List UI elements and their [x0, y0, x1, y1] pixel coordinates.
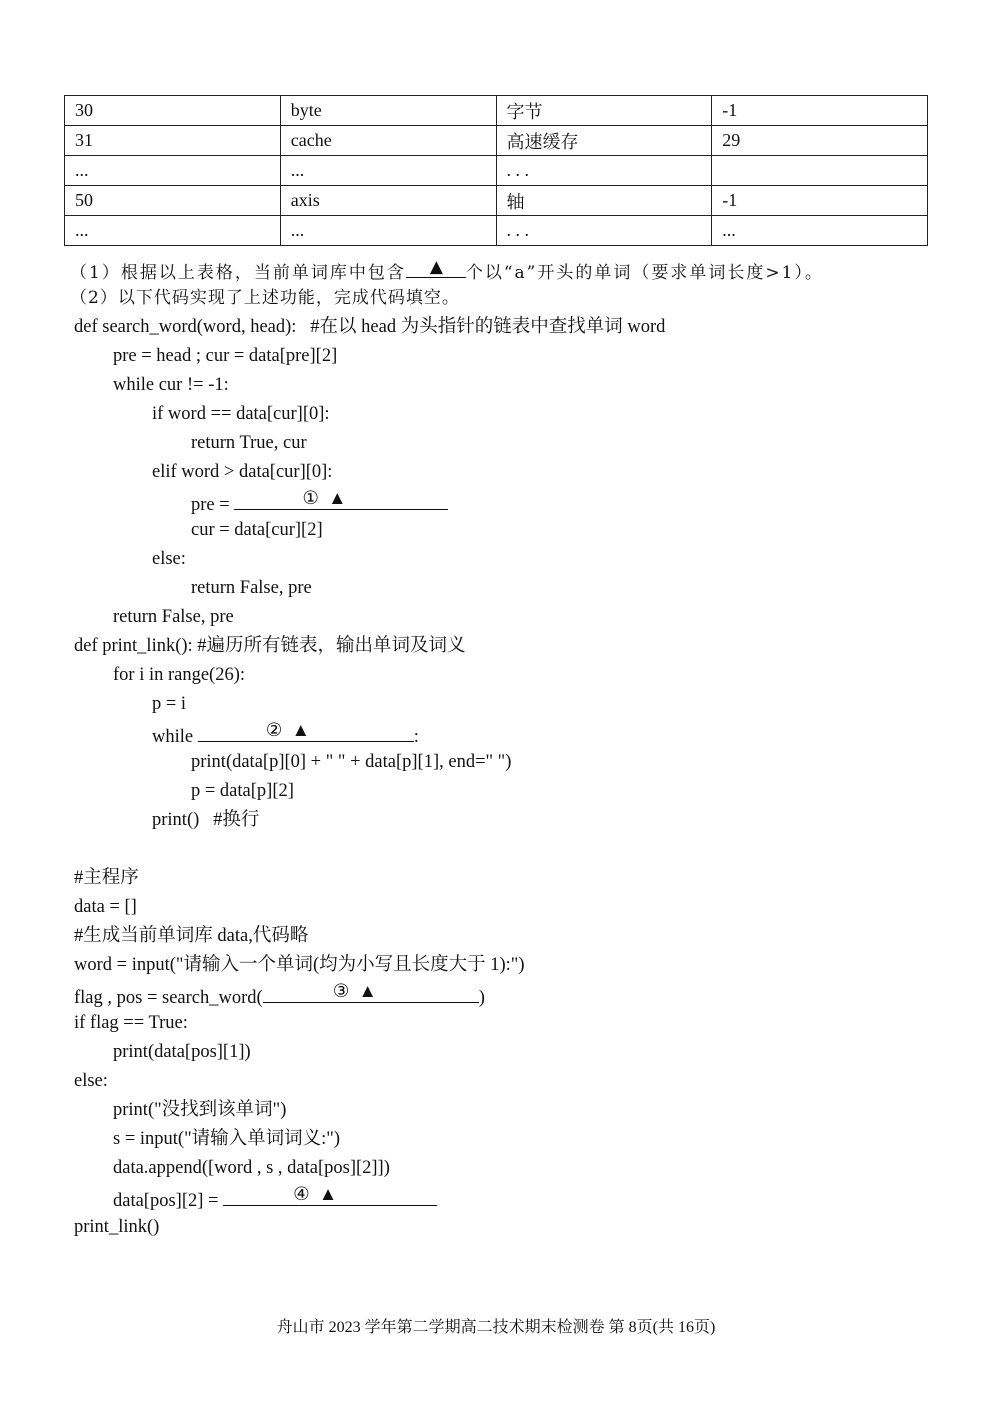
- code-line: cur = data[cur][2]: [191, 520, 323, 540]
- triangle-marker: ▲: [429, 257, 445, 277]
- answer-blank-1: [234, 489, 448, 510]
- code-line: print("没找到该单词"): [113, 1100, 287, 1120]
- table-cell: 50: [65, 186, 281, 216]
- word-table: [64, 95, 928, 246]
- blank-label: ④ ▲: [293, 1185, 338, 1205]
- table-cell: [712, 156, 928, 186]
- table-cell: ...: [65, 156, 281, 186]
- blank-label: ① ▲: [302, 489, 347, 509]
- table-cell: 31: [65, 126, 281, 156]
- code-text: :: [413, 727, 419, 747]
- code-line: print(data[p][0] + " " + data[p][1], end=" "): [191, 752, 512, 772]
- code-line: s = input("请输入单词词义:"): [113, 1129, 340, 1149]
- code-line: pre = head ; cur = data[pre][2]: [113, 346, 338, 366]
- code-line: print() #换行: [152, 810, 260, 830]
- table-cell: axis: [280, 186, 496, 216]
- code-line: def print_link(): #遍历所有链表，输出单词及词义: [74, 636, 466, 656]
- code-line: return False, pre: [113, 607, 234, 627]
- table-cell: cache: [280, 126, 496, 156]
- table-row: [65, 96, 928, 126]
- table-row: [65, 126, 928, 156]
- code-line: while cur != -1:: [113, 375, 229, 395]
- answer-blank-3: [263, 982, 479, 1003]
- table-cell: byte: [280, 96, 496, 126]
- table-cell: ...: [65, 216, 281, 246]
- answer-blank-2: [198, 721, 414, 742]
- code-line: p = data[p][2]: [191, 781, 294, 801]
- code-line: return False, pre: [191, 578, 312, 598]
- table-cell: 轴: [496, 186, 712, 216]
- table-row: [65, 186, 928, 216]
- code-line: #生成当前单词库 data,代码略: [74, 926, 309, 946]
- answer-blank-4: [223, 1185, 437, 1206]
- question-1-text: （1）根据以上表格，当前单词库中包含: [70, 263, 406, 283]
- code-line: print_link(): [74, 1217, 160, 1237]
- table-cell: ...: [280, 216, 496, 246]
- blank-label: ③ ▲: [332, 982, 377, 1002]
- question-2: （2）以下代码实现了上述功能，完成代码填空。: [70, 288, 460, 308]
- code-line: [152, 721, 419, 749]
- code-line: [113, 1185, 437, 1213]
- code-line: [74, 982, 485, 1010]
- code-text: ): [478, 988, 485, 1008]
- blank-label: ② ▲: [265, 721, 310, 741]
- code-line: [191, 489, 448, 517]
- page-footer: 舟山市 2023 学年第二学期高二技术期末检测卷 第 8页(共 16页): [276, 1319, 716, 1336]
- code-line: data = []: [74, 897, 137, 917]
- code-line: def search_word(word, head): #在以 head 为头指针的链表中查找单词 word: [74, 317, 666, 337]
- table-cell: . . .: [496, 216, 712, 246]
- code-text: pre =: [191, 495, 235, 515]
- code-line: if flag == True:: [74, 1013, 188, 1033]
- answer-blank-q1: [406, 257, 466, 278]
- code-text: while: [152, 727, 198, 747]
- question-1: [70, 257, 824, 285]
- table-cell: 高速缓存: [496, 126, 712, 156]
- code-line: print(data[pos][1]): [113, 1042, 251, 1062]
- code-text: flag , pos = search_word(: [74, 988, 263, 1008]
- table-cell: 29: [712, 126, 928, 156]
- code-line: #主程序: [74, 868, 139, 888]
- code-line: if word == data[cur][0]:: [152, 404, 330, 424]
- table-cell: ...: [280, 156, 496, 186]
- code-line: else:: [74, 1071, 108, 1091]
- table-cell: . . .: [496, 156, 712, 186]
- table-cell: -1: [712, 96, 928, 126]
- table-cell: ...: [712, 216, 928, 246]
- table-cell: -1: [712, 186, 928, 216]
- code-line: else:: [152, 549, 186, 569]
- table-row: [65, 156, 928, 186]
- table-cell: 30: [65, 96, 281, 126]
- question-1-tail: 个以“a”开头的单词（要求单词长度>1）。: [465, 263, 824, 283]
- code-line: elif word > data[cur][0]:: [152, 462, 333, 482]
- table-row: [65, 216, 928, 246]
- table-cell: 字节: [496, 96, 712, 126]
- code-line: return True, cur: [191, 433, 307, 453]
- code-line: for i in range(26):: [113, 665, 246, 685]
- code-line: data.append([word , s , data[pos][2]]): [113, 1158, 390, 1178]
- code-line: word = input("请输入一个单词(均为小写且长度大于 1):"): [74, 955, 525, 975]
- code-text: data[pos][2] =: [113, 1191, 224, 1211]
- code-line: p = i: [152, 694, 187, 714]
